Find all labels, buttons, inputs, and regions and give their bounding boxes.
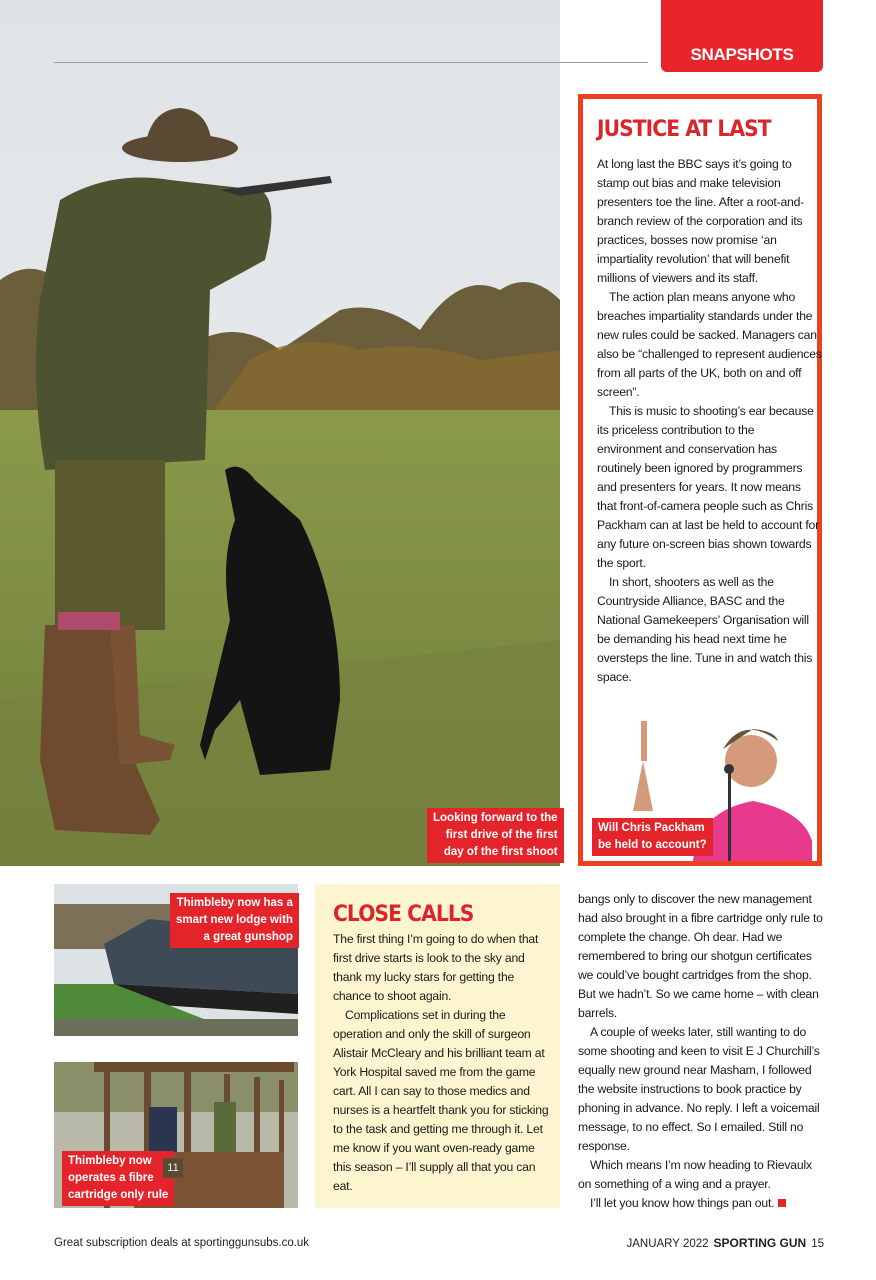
caption-line: be held to account?	[598, 839, 707, 851]
justice-paragraph: In short, shooters as well as the Countryside Alliance, BASC and the National Gamekeepers’ Organisation will be demanding his head next time he oversteps the line. Tune in and watch this space.	[597, 575, 813, 684]
justice-at-last-box	[578, 94, 822, 866]
caption-line: Thimbleby now has a	[176, 897, 293, 909]
lodge-caption	[170, 893, 299, 948]
justice-body	[597, 155, 822, 687]
page-footer	[626, 1236, 824, 1250]
close-calls-paragraph: The first thing I’m going to do when that first drive starts is look to the sky and thank my lucky stars for getting the chance to shoot again.	[333, 932, 539, 1003]
caption-line: smart new lodge with	[176, 914, 293, 926]
end-mark-icon	[778, 1199, 786, 1207]
justice-paragraph: This is music to shooting’s ear because its priceless contribution to the environment and conservation has routinely been ignored by programmers and presenters for years. It now means that front-of-camera people such as Chris Packham can at last be held to account for any future on-screen bias shown towards the sport.	[597, 404, 819, 570]
stand-number-badge: 11	[163, 1158, 183, 1178]
header-rule	[54, 62, 648, 63]
article-paragraph: bangs only to discover the new management had also brought in a fibre cartridge only rule to complete the change. Oh dear. Had we remembered to bring our shotgun certificates we could’ve bought cartridges from the shop. But we hadn’t. So we came home – with clean barrels.	[578, 892, 823, 1020]
close-calls-title: CLOSE CALLS	[333, 902, 474, 927]
caption-line: Looking forward to the	[433, 812, 558, 824]
article-paragraph: A couple of weeks later, still wanting to do some shooting and keen to visit E J Churchill’s equally new ground near Masham, I followed the website instructions to book practice by phoning in advance. No reply. I left a voicemail message, to no effect. So I emailed. Still no response.	[578, 1025, 820, 1153]
range-caption	[62, 1151, 174, 1206]
caption-line: day of the first shoot	[443, 846, 558, 858]
packham-caption	[592, 818, 713, 856]
issue-date: JANUARY 2022	[626, 1238, 709, 1250]
justice-title: JUSTICE AT LAST	[597, 117, 771, 142]
article-paragraph: Which means I’m now heading to Rievaulx on something of a wing and a prayer.	[578, 1158, 812, 1191]
caption-line: cartridge only rule	[68, 1189, 169, 1201]
article-last-line: I’ll let you know how things pan out.	[590, 1196, 775, 1210]
article-column	[578, 890, 823, 1213]
caption-line: Will Chris Packham	[598, 822, 705, 834]
main-photo-shooter-and-dog	[0, 0, 560, 866]
close-calls-body	[333, 930, 555, 1196]
justice-paragraph: At long last the BBC says it’s going to stamp out bias and make television presenters toe the line. After a root-and-branch review of the corporation and its practices, bosses now promise ‘an impartiality revolution’ that will benefit millions of viewers and its staff.	[597, 157, 805, 285]
article-paragraph	[578, 1194, 823, 1213]
caption-line: Thimbleby now	[68, 1155, 152, 1167]
close-calls-box	[315, 884, 560, 1208]
magazine-brand: SPORTING GUN	[713, 1236, 807, 1250]
section-tab: SNAPSHOTS	[661, 0, 823, 72]
caption-line: operates a fibre	[68, 1172, 154, 1184]
subscription-link[interactable]: Great subscription deals at sportinggunsubs.co.uk	[54, 1237, 310, 1249]
main-photo-caption	[427, 808, 564, 863]
caption-line: first drive of the first	[445, 829, 558, 841]
close-calls-paragraph: Complications set in during the operation and only the skill of surgeon Alistair McCleary and his brilliant team at York Hospital saved me from the game cart. All I can say to those medics and nurses is a heartfelt thank you for sticking to the task and getting me through it. Let me know if you want oven-ready game this season – I’ll supply all that you can eat.	[333, 1008, 549, 1193]
caption-line: a great gunshop	[203, 931, 293, 943]
page-number: 15	[811, 1238, 824, 1250]
justice-paragraph: The action plan means anyone who breaches impartiality standards under the new rules could be sacked. Managers can also be “challenged to represent audiences from all parts of the UK, both on and off screen”.	[597, 290, 822, 399]
